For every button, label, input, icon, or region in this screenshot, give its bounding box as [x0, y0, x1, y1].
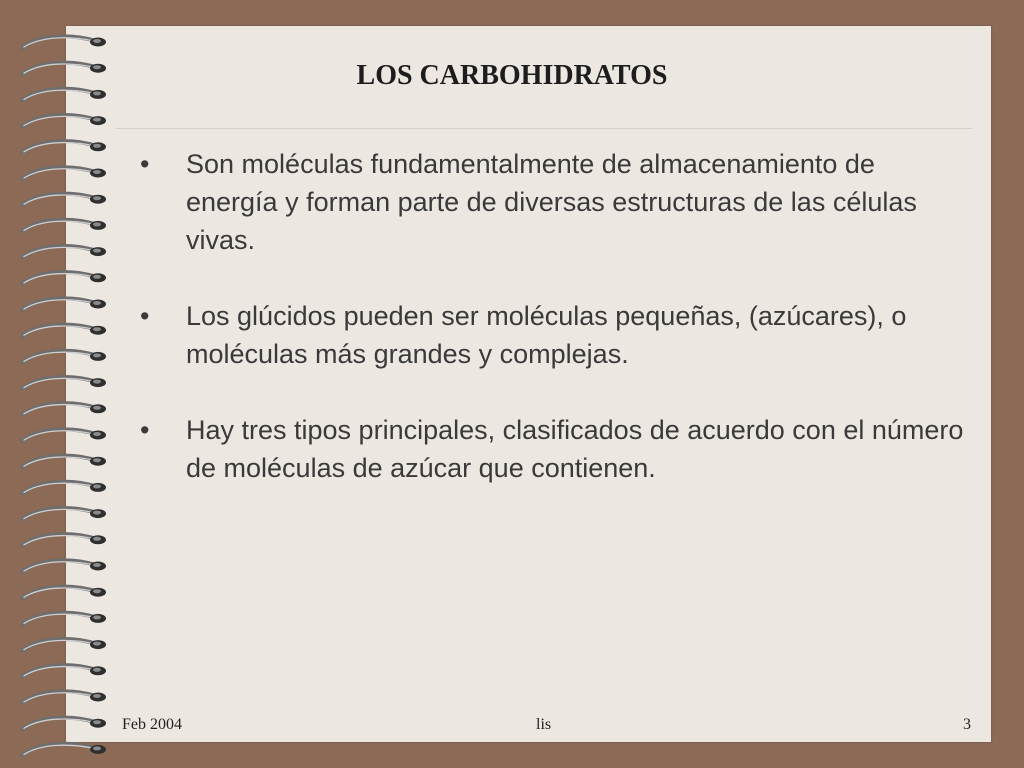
footer-author: lis — [536, 716, 552, 733]
bullet-marker: • — [140, 415, 150, 445]
bullet-text: Hay tres tipos principales, clasificados de acuerdo con el número de moléculas de azúcar que contienen. — [186, 415, 964, 483]
list-item — [140, 145, 970, 259]
slide-title: LOS CARBOHIDRATOS — [356, 60, 668, 91]
bullet-list — [140, 145, 970, 525]
bullet-text: Los glúcidos pueden ser moléculas pequeñas, (azúcares), o moléculas más grandes y complejas. — [186, 301, 907, 369]
title-divider — [116, 128, 972, 129]
list-item — [140, 297, 970, 373]
footer-date: Feb 2004 — [122, 716, 182, 733]
bullet-marker: • — [140, 301, 150, 331]
footer-page-number: 3 — [963, 716, 971, 733]
bullet-marker: • — [140, 149, 150, 179]
bullet-text: Son moléculas fundamentalmente de almacenamiento de energía y forman parte de diversas estructuras de las células vivas. — [186, 149, 917, 255]
list-item — [140, 411, 970, 487]
